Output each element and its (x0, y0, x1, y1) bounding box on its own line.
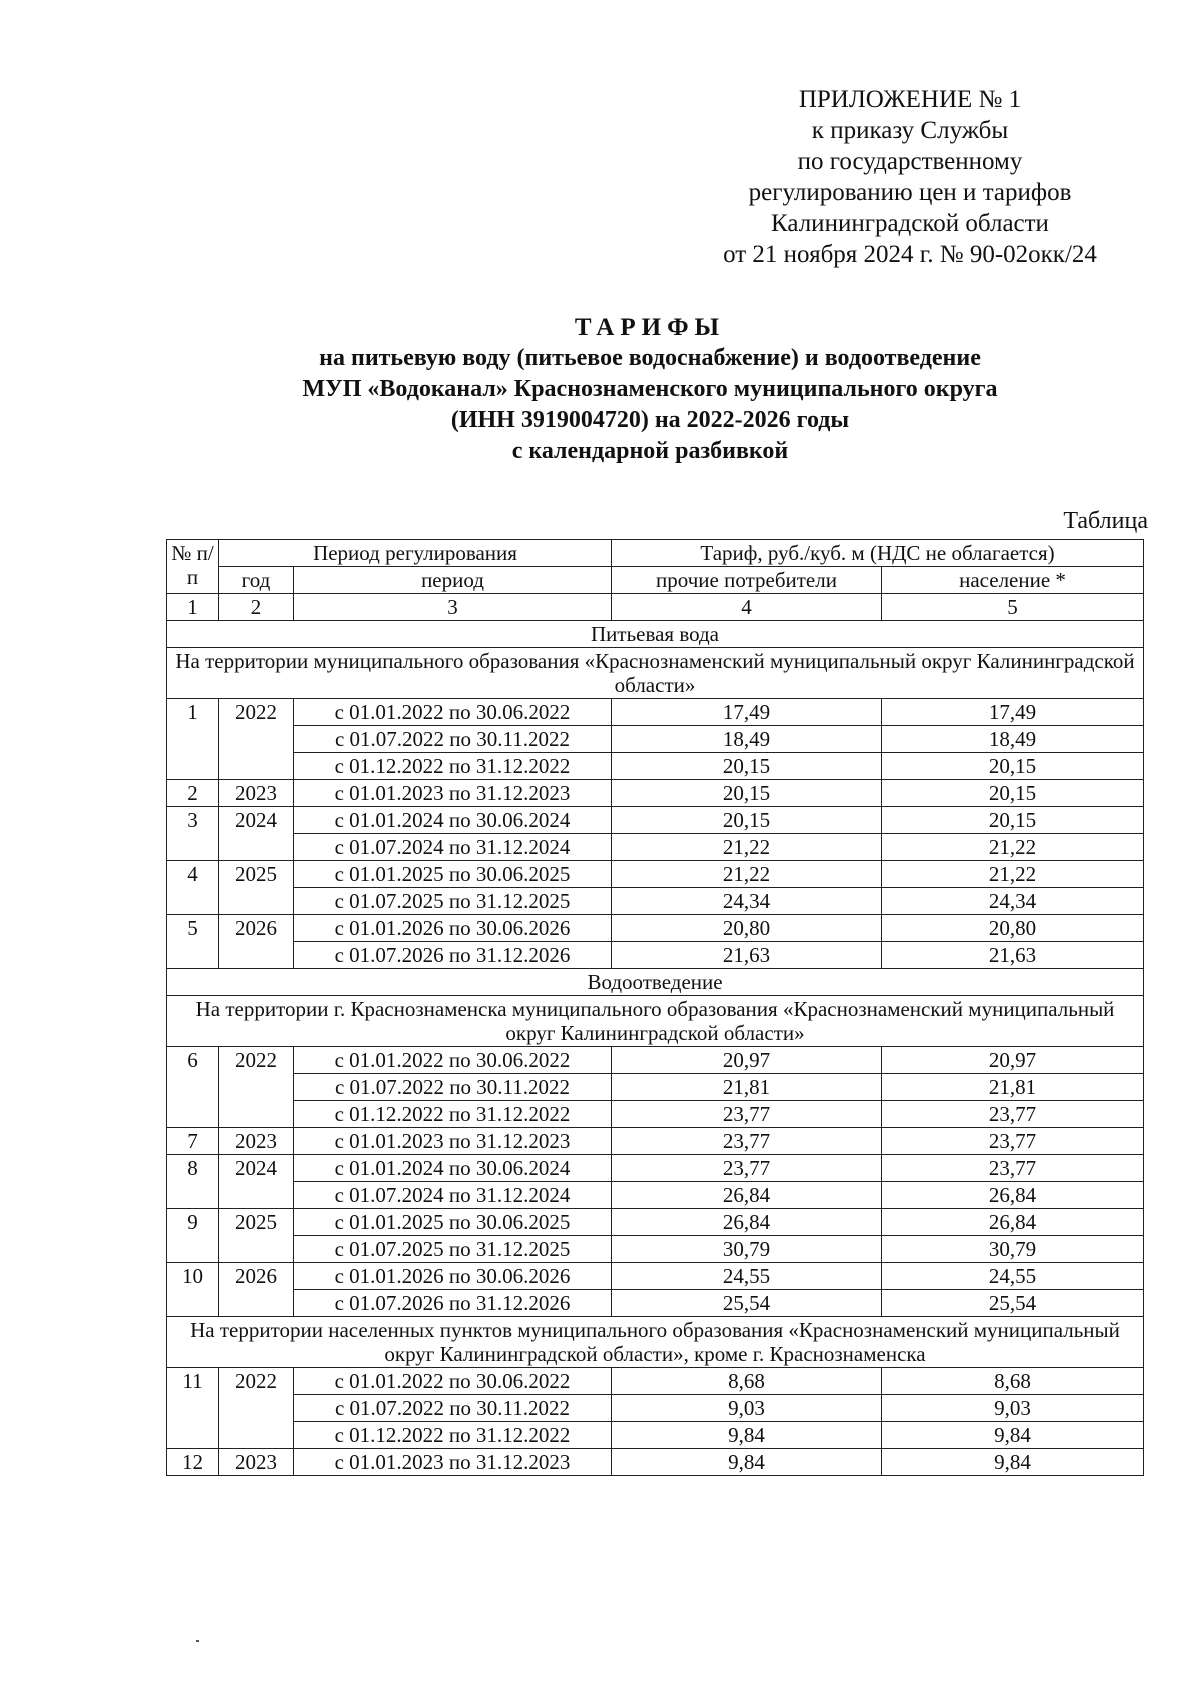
tariff-population: 18,49 (882, 726, 1144, 753)
row-number: 5 (167, 915, 219, 969)
row-year: 2023 (219, 1128, 294, 1155)
tariff-others: 21,81 (612, 1074, 882, 1101)
header-period-group: Период регулирования (219, 540, 612, 567)
title-line: МУП «Водоканал» Краснознаменского муниципального округа (302, 376, 998, 402)
table-row (167, 915, 1144, 942)
row-number: 2 (167, 780, 219, 807)
row-period: с 01.07.2026 по 31.12.2026 (294, 1290, 612, 1317)
scan-speck (196, 1640, 199, 1642)
header-others: прочие потребители (612, 567, 882, 594)
row-year: 2025 (219, 861, 294, 915)
tariff-population: 21,22 (882, 834, 1144, 861)
row-period: с 01.12.2022 по 31.12.2022 (294, 1101, 612, 1128)
tariff-population: 24,34 (882, 888, 1144, 915)
tariff-others: 9,03 (612, 1395, 882, 1422)
tariff-others: 20,15 (612, 807, 882, 834)
tariff-population: 26,84 (882, 1182, 1144, 1209)
tariff-others: 21,22 (612, 861, 882, 888)
appendix-line: Калининградской области (771, 210, 1049, 237)
table-row (167, 780, 1144, 807)
tariff-population: 21,81 (882, 1074, 1144, 1101)
tariff-others: 23,77 (612, 1128, 882, 1155)
column-number: 1 (167, 594, 219, 621)
row-period: с 01.01.2025 по 30.06.2025 (294, 1209, 612, 1236)
area-title: На территории г. Краснознаменска муниципального образования «Краснознаменский муниципальный округ Калининградской области» (167, 996, 1144, 1047)
tariff-others: 23,77 (612, 1101, 882, 1128)
tariff-population: 9,03 (882, 1395, 1144, 1422)
title-line: с календарной разбивкой (511, 438, 789, 464)
tariff-others: 20,80 (612, 915, 882, 942)
area-title-row (167, 648, 1144, 699)
tariff-population: 20,97 (882, 1047, 1144, 1074)
table-row (167, 1155, 1144, 1182)
row-year: 2022 (219, 699, 294, 780)
table-row (167, 1101, 1144, 1128)
row-period: с 01.07.2022 по 30.11.2022 (294, 1395, 612, 1422)
tariff-population: 23,77 (882, 1155, 1144, 1182)
tariffs-table (166, 539, 1144, 1476)
header-row (167, 540, 1144, 567)
column-number: 4 (612, 594, 882, 621)
table-row (167, 1422, 1144, 1449)
tariff-others: 24,55 (612, 1263, 882, 1290)
row-period: с 01.07.2022 по 30.11.2022 (294, 726, 612, 753)
tariff-population: 21,63 (882, 942, 1144, 969)
table-row (167, 1209, 1144, 1236)
row-period: с 01.01.2025 по 30.06.2025 (294, 861, 612, 888)
row-period: с 01.01.2026 по 30.06.2026 (294, 915, 612, 942)
table-row (167, 807, 1144, 834)
document-title (150, 312, 1150, 467)
tariff-population: 24,55 (882, 1263, 1144, 1290)
row-period: с 01.01.2022 по 30.06.2022 (294, 1368, 612, 1395)
row-number: 12 (167, 1449, 219, 1476)
appendix-line: по государственному (797, 148, 1023, 175)
tariff-population: 9,84 (882, 1422, 1144, 1449)
table-row (167, 1449, 1144, 1476)
tariff-population: 8,68 (882, 1368, 1144, 1395)
row-year: 2022 (219, 1368, 294, 1449)
table-row (167, 726, 1144, 753)
row-number: 6 (167, 1047, 219, 1128)
tariff-population: 17,49 (882, 699, 1144, 726)
tariff-population: 25,54 (882, 1290, 1144, 1317)
tariff-others: 26,84 (612, 1182, 882, 1209)
row-number: 4 (167, 861, 219, 915)
table-row (167, 942, 1144, 969)
table-row (167, 834, 1144, 861)
row-year: 2024 (219, 1155, 294, 1209)
row-year: 2026 (219, 1263, 294, 1317)
row-period: с 01.07.2025 по 31.12.2025 (294, 1236, 612, 1263)
header-row (167, 567, 1144, 594)
row-year: 2024 (219, 807, 294, 861)
tariff-others: 20,15 (612, 780, 882, 807)
row-period: с 01.07.2025 по 31.12.2025 (294, 888, 612, 915)
tariff-population: 9,84 (882, 1449, 1144, 1476)
appendix-line: к приказу Службы (811, 117, 1009, 144)
tariff-others: 20,97 (612, 1047, 882, 1074)
tariff-others: 18,49 (612, 726, 882, 753)
row-number: 3 (167, 807, 219, 861)
table-row (167, 1395, 1144, 1422)
row-number: 10 (167, 1263, 219, 1317)
appendix-line: от 21 ноября 2024 г. № 90-02окк/24 (723, 241, 1097, 268)
row-number: 11 (167, 1368, 219, 1449)
tariff-population: 23,77 (882, 1101, 1144, 1128)
section-title: Питьевая вода (167, 621, 1144, 648)
header-population: население * (882, 567, 1144, 594)
row-period: с 01.01.2023 по 31.12.2023 (294, 780, 612, 807)
tariff-others: 25,54 (612, 1290, 882, 1317)
row-period: с 01.01.2023 по 31.12.2023 (294, 1128, 612, 1155)
section-title-row (167, 621, 1144, 648)
tariff-population: 20,15 (882, 807, 1144, 834)
row-year: 2022 (219, 1047, 294, 1128)
row-period: с 01.07.2026 по 31.12.2026 (294, 942, 612, 969)
table-row (167, 888, 1144, 915)
table-row (167, 1236, 1144, 1263)
title-main: ТАРИФЫ (574, 314, 726, 341)
header-num: № п/п (167, 540, 219, 594)
tariff-others: 8,68 (612, 1368, 882, 1395)
column-number: 5 (882, 594, 1144, 621)
row-number: 8 (167, 1155, 219, 1209)
row-year: 2023 (219, 1449, 294, 1476)
tariff-others: 24,34 (612, 888, 882, 915)
row-period: с 01.07.2024 по 31.12.2024 (294, 1182, 612, 1209)
row-period: с 01.12.2022 по 31.12.2022 (294, 1422, 612, 1449)
tariff-others: 17,49 (612, 699, 882, 726)
area-title-row (167, 1317, 1144, 1368)
area-title: На территории населенных пунктов муниципального образования «Краснознаменский муниципальный округ Калининградской области», кроме г. Краснознаменска (167, 1317, 1144, 1368)
title-line: на питьевую воду (питьевое водоснабжение) и водоотведение (319, 345, 981, 371)
table-row (167, 1182, 1144, 1209)
row-number: 7 (167, 1128, 219, 1155)
tariff-population: 30,79 (882, 1236, 1144, 1263)
table-row (167, 1368, 1144, 1395)
table-row (167, 699, 1144, 726)
row-period: с 01.01.2024 по 30.06.2024 (294, 1155, 612, 1182)
tariff-others: 9,84 (612, 1449, 882, 1476)
tariff-population: 20,80 (882, 915, 1144, 942)
table-row (167, 753, 1144, 780)
row-period: с 01.01.2026 по 30.06.2026 (294, 1263, 612, 1290)
appendix-line: регулированию цен и тарифов (748, 179, 1072, 206)
appendix-header (680, 84, 1140, 270)
header-period: период (294, 567, 612, 594)
area-title: На территории муниципального образования «Краснознаменский муниципальный округ Калининградской области» (167, 648, 1144, 699)
column-numbers-row (167, 594, 1144, 621)
tariff-others: 26,84 (612, 1209, 882, 1236)
column-number: 2 (219, 594, 294, 621)
title-line: (ИНН 3919004720) на 2022-2026 годы (450, 407, 850, 433)
table-row (167, 1047, 1144, 1074)
table-row (167, 861, 1144, 888)
table-row (167, 1263, 1144, 1290)
row-period: с 01.01.2022 по 30.06.2022 (294, 1047, 612, 1074)
header-tariff-group: Тариф, руб./куб. м (НДС не облагается) (612, 540, 1144, 567)
row-period: с 01.12.2022 по 31.12.2022 (294, 753, 612, 780)
tariff-population: 23,77 (882, 1128, 1144, 1155)
tariffs-table-body (167, 540, 1144, 1476)
tariff-others: 21,22 (612, 834, 882, 861)
area-title-row (167, 996, 1144, 1047)
row-period: с 01.01.2024 по 30.06.2024 (294, 807, 612, 834)
row-period: с 01.01.2023 по 31.12.2023 (294, 1449, 612, 1476)
row-year: 2025 (219, 1209, 294, 1263)
row-year: 2026 (219, 915, 294, 969)
row-number: 9 (167, 1209, 219, 1263)
header-year: год (219, 567, 294, 594)
tariff-population: 21,22 (882, 861, 1144, 888)
appendix-line: ПРИЛОЖЕНИЕ № 1 (798, 86, 1022, 113)
tariff-others: 30,79 (612, 1236, 882, 1263)
table-caption: Таблица (1063, 508, 1148, 534)
tariff-others: 23,77 (612, 1155, 882, 1182)
table-row (167, 1128, 1144, 1155)
column-number: 3 (294, 594, 612, 621)
table-row (167, 1074, 1144, 1101)
tariff-others: 21,63 (612, 942, 882, 969)
tariff-others: 20,15 (612, 753, 882, 780)
tariff-population: 20,15 (882, 780, 1144, 807)
tariff-population: 20,15 (882, 753, 1144, 780)
row-period: с 01.07.2022 по 30.11.2022 (294, 1074, 612, 1101)
table-row (167, 1290, 1144, 1317)
tariff-population: 26,84 (882, 1209, 1144, 1236)
row-period: с 01.01.2022 по 30.06.2022 (294, 699, 612, 726)
section-title-row (167, 969, 1144, 996)
tariff-others: 9,84 (612, 1422, 882, 1449)
row-number: 1 (167, 699, 219, 780)
section-title: Водоотведение (167, 969, 1144, 996)
row-period: с 01.07.2024 по 31.12.2024 (294, 834, 612, 861)
row-year: 2023 (219, 780, 294, 807)
